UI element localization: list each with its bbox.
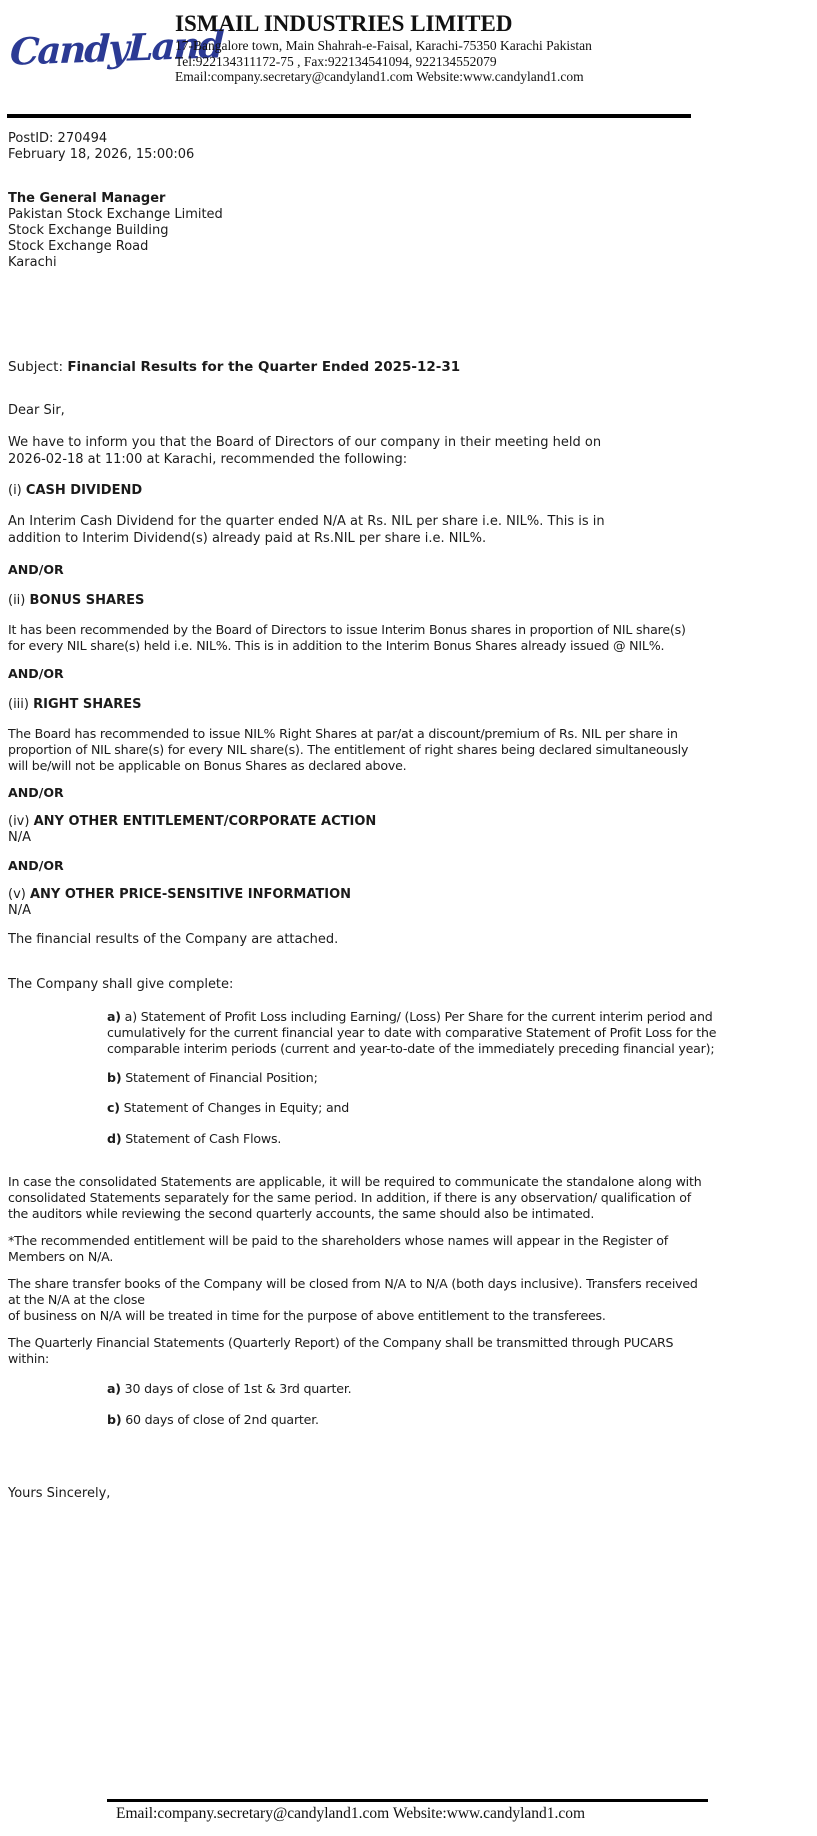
item-prefix: c) (107, 1100, 120, 1115)
item-text: Statement of Changes in Equity; and (123, 1100, 350, 1115)
item-text: 30 days of close of 1st & 3rd quarter. (124, 1381, 352, 1396)
statement-item-a (8, 1009, 813, 1057)
section-number: (i) (8, 483, 22, 498)
consolidated-statements-paragraph: In case the consolidated Statements are applicable, it will be required to communicate the standalone along with consolidated Statements separately for the same period. In addition, if there is any observation/ qualification of the auditors while reviewing the second quarterly accounts, the same should also be intimated. (8, 1174, 702, 1221)
section-title: BONUS SHARES (29, 593, 145, 608)
company-address: 17-Bangalore town, Main Shahrah-e-Faisal, Karachi-75350 Karachi Pakistan (175, 38, 592, 53)
item-prefix: a) (107, 1381, 121, 1396)
pucars-paragraph: The Quarterly Financial Statements (Quarterly Report) of the Company shall be transmitted through PUCARS within: (8, 1335, 674, 1366)
footer (107, 1799, 708, 1823)
entitlement-register-paragraph: *The recommended entitlement will be paid to the shareholders whose names will appear in the Register of Members on N/A. (8, 1233, 669, 1264)
item-prefix: d) (107, 1131, 122, 1146)
recipient-line: Stock Exchange Road (8, 239, 149, 254)
recipient-title: The General Manager (8, 191, 166, 206)
recipient-line: Pakistan Stock Exchange Limited (8, 207, 223, 222)
item-text: a) Statement of Profit Loss including Earning/ (Loss) Per Share for the current interim period and cumulatively for the current financial year to date with comparative Statement of Profit Loss for the comparable interim periods (current and year-to-date of the immediately preceding financial year); (107, 1009, 717, 1056)
section-heading-other-entitlement (8, 814, 813, 830)
statements-intro: The Company shall give complete: (8, 976, 234, 992)
section-number: (iv) (8, 814, 30, 829)
section-heading-bonus-shares (8, 593, 813, 609)
section-body-cash-dividend: An Interim Cash Dividend for the quarter ended N/A at Rs. NIL per share i.e. NIL%. This is in addition to Interim Dividend(s) already paid at Rs.NIL per share i.e. NIL%. (8, 514, 605, 546)
section-body-other-entitlement: N/A (8, 830, 31, 845)
intro-paragraph: We have to inform you that the Board of Directors of our company in their meeting held on 2026-02-18 at 11:00 at Karachi, recommended the following: (8, 435, 602, 467)
letter-body (8, 131, 813, 1502)
recipient-line: Karachi (8, 255, 57, 270)
section-body-bonus-shares: It has been recommended by the Board of Directors to issue Interim Bonus shares in proportion of NIL share(s) for every NIL share(s) held i.e. NIL%. This is in addition to the Interim Bonus Shares already issued @ NIL%. (8, 622, 686, 653)
section-number: (iii) (8, 697, 29, 712)
letter-datetime: February 18, 2026, 15:00:06 (8, 147, 195, 162)
subject-line (8, 359, 813, 376)
letterhead (175, 10, 592, 85)
statement-item-b (8, 1070, 813, 1086)
section-number: (v) (8, 886, 26, 902)
and-or-separator: AND/OR (8, 785, 64, 800)
section-heading-cash-dividend (8, 483, 813, 499)
and-or-separator: AND/OR (8, 666, 64, 681)
subject-label: Subject: (8, 359, 64, 375)
salutation: Dear Sir, (8, 403, 65, 418)
section-body-right-shares: The Board has recommended to issue NIL% Right Shares at par/at a discount/premium of Rs. NIL per share in proportion of NIL share(s) for every NIL share(s). The entitlement of right shares being declared simultaneously will be/will not be applicable on Bonus Shares as declared above. (8, 726, 689, 773)
section-title: CASH DIVIDEND (25, 483, 143, 498)
attachment-note: The financial results of the Company are attached. (8, 932, 339, 947)
header-divider (7, 114, 691, 118)
section-heading-price-sensitive (8, 887, 813, 903)
section-heading-right-shares (8, 697, 813, 713)
share-transfer-books-paragraph: The share transfer books of the Company will be closed from N/A to N/A (both days inclusive). Transfers received at the N/A at the close of business on N/A will be treated in time for the purpose of above entitlement to the transferees. (8, 1276, 698, 1323)
section-body-price-sensitive: N/A (8, 902, 31, 918)
statement-item-c (8, 1100, 813, 1116)
section-title: ANY OTHER PRICE-SENSITIVE INFORMATION (29, 886, 352, 902)
item-prefix: a) (107, 1009, 121, 1024)
item-prefix: b) (107, 1070, 122, 1085)
company-email-website: Email:company.secretary@candyland1.com Website:www.candyland1.com (175, 69, 584, 84)
section-title: ANY OTHER ENTITLEMENT/CORPORATE ACTION (33, 814, 377, 829)
company-name: ISMAIL INDUSTRIES LIMITED (175, 11, 513, 36)
and-or-separator: AND/OR (8, 562, 64, 577)
section-number: (ii) (8, 593, 26, 608)
signoff: Yours Sincerely, (8, 1486, 111, 1501)
recipient-line: Stock Exchange Building (8, 223, 169, 238)
and-or-separator: AND/OR (8, 857, 64, 873)
recipient-block (8, 191, 813, 271)
pucars-item-a (8, 1381, 813, 1397)
section-title: RIGHT SHARES (33, 697, 142, 712)
footer-email-website: Email:company.secretary@candyland1.com Website:www.candyland1.com (116, 1805, 586, 1822)
company-phone-fax: Tel:922134311172-75 , Fax:922134541094, 922134552079 (175, 53, 497, 69)
post-id: PostID: 270494 (8, 131, 108, 146)
item-text: Statement of Financial Position; (125, 1070, 318, 1085)
statement-item-d (8, 1131, 813, 1147)
item-text: Statement of Cash Flows. (125, 1131, 282, 1146)
subject-title: Financial Results for the Quarter Ended 2025-12-31 (67, 359, 461, 375)
candyland-logo: CandyLand (9, 22, 224, 74)
pucars-item-b (8, 1412, 813, 1428)
item-text: 60 days of close of 2nd quarter. (125, 1412, 319, 1427)
item-prefix: b) (107, 1412, 122, 1427)
